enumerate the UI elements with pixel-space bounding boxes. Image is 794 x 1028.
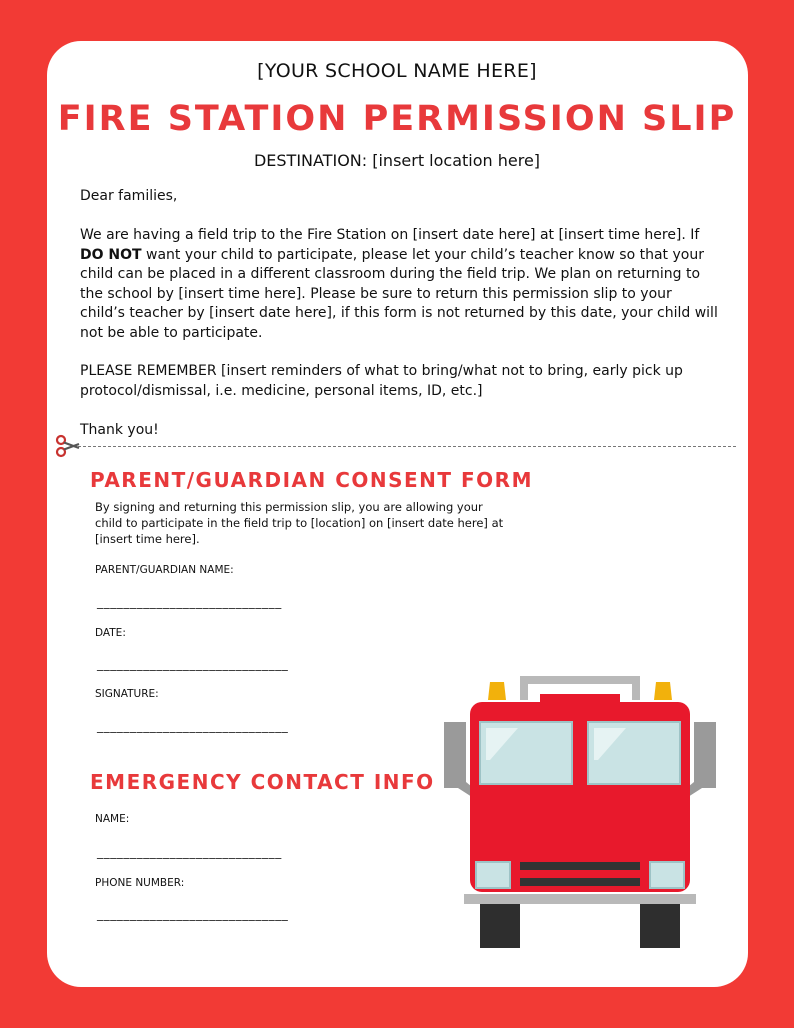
greeting: Dear families, — [80, 188, 178, 204]
phone-field[interactable]: _____________________________ — [97, 907, 289, 921]
consent-heading: PARENT/GUARDIAN CONSENT FORM — [90, 468, 533, 492]
guardian-name-field[interactable]: ____________________________ — [97, 595, 282, 609]
letter-body-start: We are having a field trip to the Fire Station on [insert date here] at [insert time here]. If — [80, 227, 700, 243]
guardian-name-label: PARENT/GUARDIAN NAME: — [95, 564, 234, 576]
consent-text: By signing and returning this permission slip, you are allowing your child to participate in the field trip to [location] on [insert date here] at [insert time here]. — [95, 500, 504, 546]
letter-body-emphasis: DO NOT — [80, 246, 142, 263]
reminder-text: PLEASE REMEMBER [insert reminders of what to bring/what not to bring, early pick up protocol/dismissal, i.e. medicine, personal items, ID, etc.] — [80, 363, 683, 399]
cut-line — [78, 446, 736, 447]
emergency-heading: EMERGENCY CONTACT INFO — [90, 770, 435, 794]
signature-field[interactable]: _____________________________ — [97, 719, 289, 733]
letter-body-end: want your child to participate, please let your child’s teacher know so that your child can be placed in a different classroom during the field trip. We plan on returning to the school by [insert time here]. Please be sure to return this permission slip to your child’s teacher by [insert date here], if this form is not returned by this date, your child will not be able to participate. — [80, 246, 718, 341]
fire-truck-icon — [440, 672, 720, 952]
date-label: DATE: — [95, 627, 126, 639]
contact-name-field[interactable]: ____________________________ — [97, 845, 282, 859]
page-title: FIRE STATION PERMISSION SLIP — [57, 99, 737, 139]
destination: DESTINATION: [insert location here] — [253, 151, 541, 170]
contact-name-label: NAME: — [95, 813, 130, 825]
letter-body — [80, 226, 720, 343]
date-field[interactable]: _____________________________ — [97, 657, 289, 671]
school-name: [YOUR SCHOOL NAME HERE] — [257, 60, 537, 82]
phone-label: PHONE NUMBER: — [95, 877, 185, 889]
signature-label: SIGNATURE: — [95, 688, 159, 700]
thanks-text: Thank you! — [80, 422, 159, 438]
